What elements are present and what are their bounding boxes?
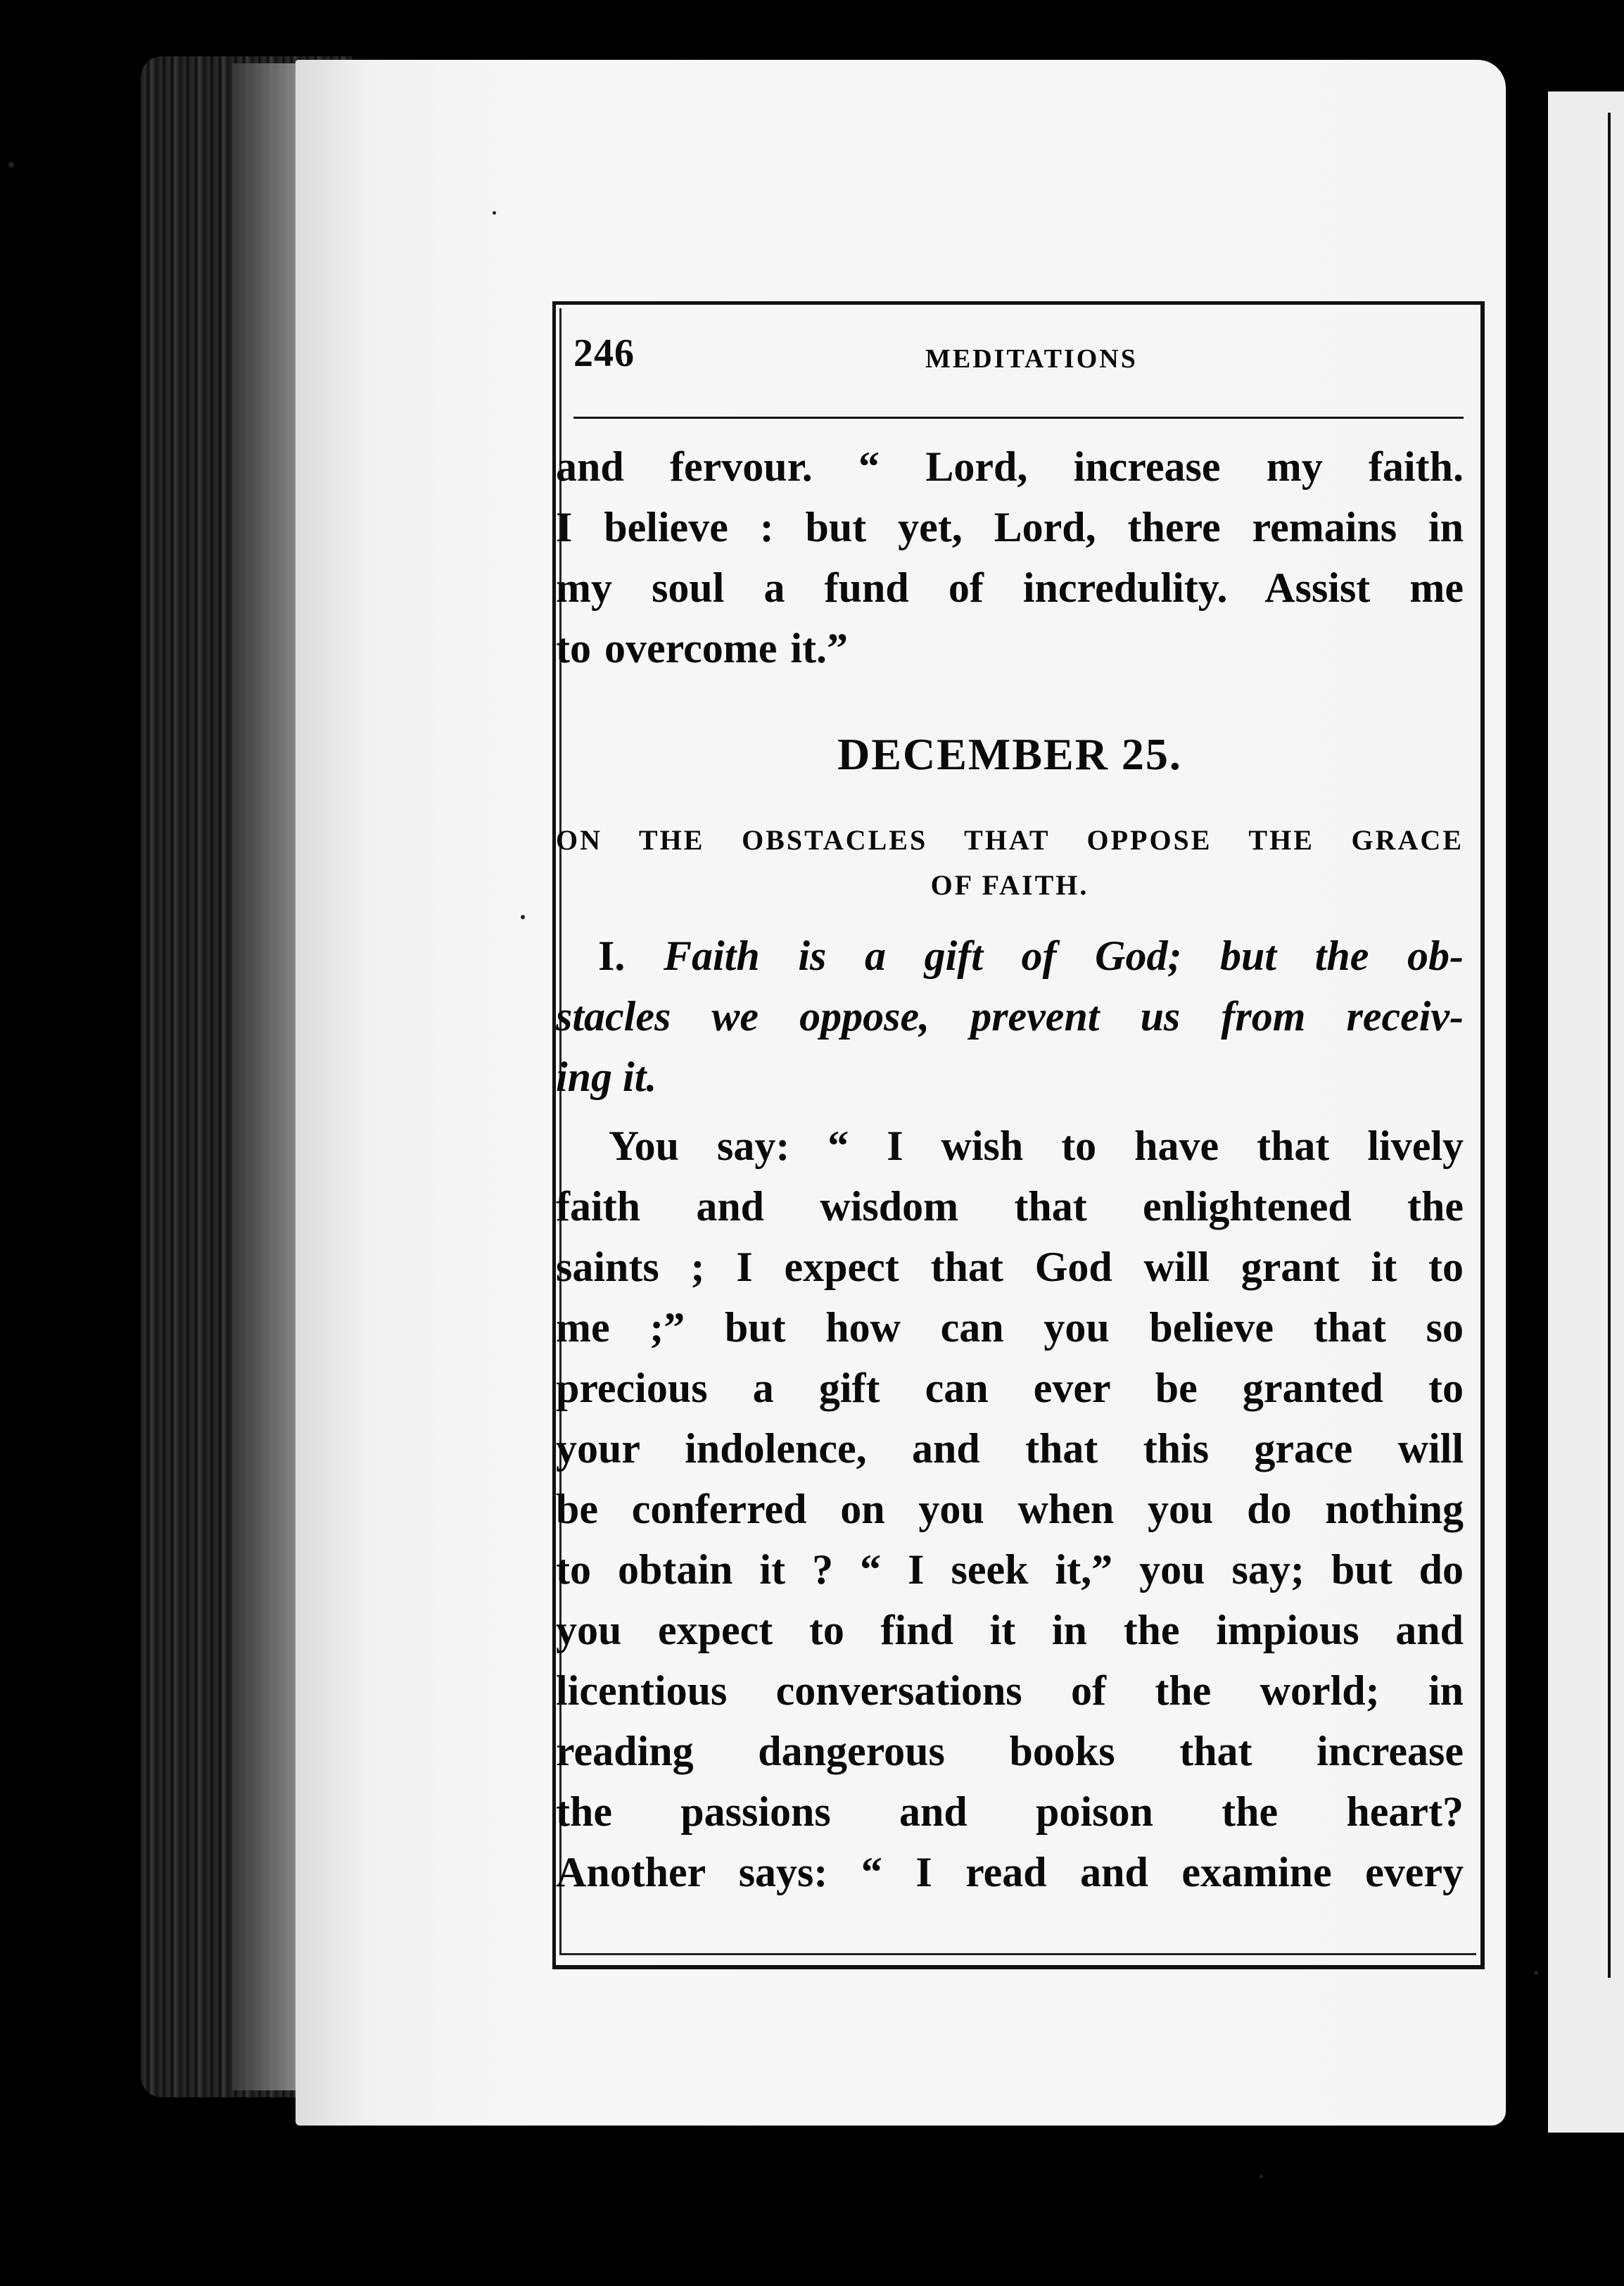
- text-line: saints ; I expect that God will grant it to: [556, 1244, 1464, 1290]
- point-heading-line: stacles we oppose, prevent us from receiv-: [556, 993, 1464, 1040]
- facing-page-frame-rule: [1608, 113, 1611, 1978]
- text-line: I believe : but yet, Lord, there remains in: [556, 504, 1464, 550]
- head-rule: [573, 417, 1464, 419]
- text-line: faith and wisdom that enlightened the: [556, 1183, 1464, 1230]
- date-heading: DECEMBER 25.: [837, 729, 1182, 779]
- text-line: precious a gift can ever be granted to: [556, 1365, 1464, 1411]
- page-number: 246: [573, 331, 635, 375]
- text-line: to overcome it.”: [556, 625, 849, 671]
- text-line: my soul a fund of incredulity. Assist me: [556, 564, 1464, 611]
- opening-paragraph: [556, 436, 1464, 678]
- text-line: reading dangerous books that increase: [556, 1728, 1464, 1774]
- page-content: [556, 331, 1464, 1895]
- point-heading-line: ing it.: [556, 1054, 657, 1100]
- text-line: me ;” but how can you believe that so: [556, 1304, 1464, 1351]
- point-heading-text: Faith is a gift of God; but the ob-: [663, 933, 1464, 979]
- text-line: You say: “ I wish to have that lively: [609, 1123, 1464, 1169]
- binding-shadow: [1506, 56, 1548, 2140]
- text-line: your indolence, and that this grace will: [556, 1425, 1464, 1472]
- text-line: Another says: “ I read and examine every: [556, 1849, 1464, 1895]
- running-head: [556, 331, 1464, 398]
- point-heading-line: [556, 926, 1464, 986]
- point-numeral: I.: [598, 933, 626, 979]
- text-line: you expect to find it in the impious and: [556, 1607, 1464, 1653]
- text-line: be conferred on you when you do nothing: [556, 1486, 1464, 1532]
- text-line: the passions and poison the heart?: [556, 1788, 1464, 1835]
- section-title: [556, 820, 1464, 910]
- section-title-line: OF FAITH.: [930, 869, 1089, 901]
- running-title: MEDITATIONS: [925, 344, 1138, 374]
- text-line: licentious conversations of the world; in: [556, 1667, 1464, 1714]
- text-line: to obtain it ? “ I seek it,” you say; but do: [556, 1546, 1464, 1593]
- section-title-line: ON THE OBSTACLES THAT OPPOSE THE GRACE: [556, 824, 1464, 856]
- facing-page-edge: [1548, 91, 1624, 2133]
- point-one: [556, 926, 1464, 1107]
- text-line: and fervour. “ Lord, increase my faith.: [556, 443, 1464, 490]
- main-paragraph: [556, 1116, 1464, 1902]
